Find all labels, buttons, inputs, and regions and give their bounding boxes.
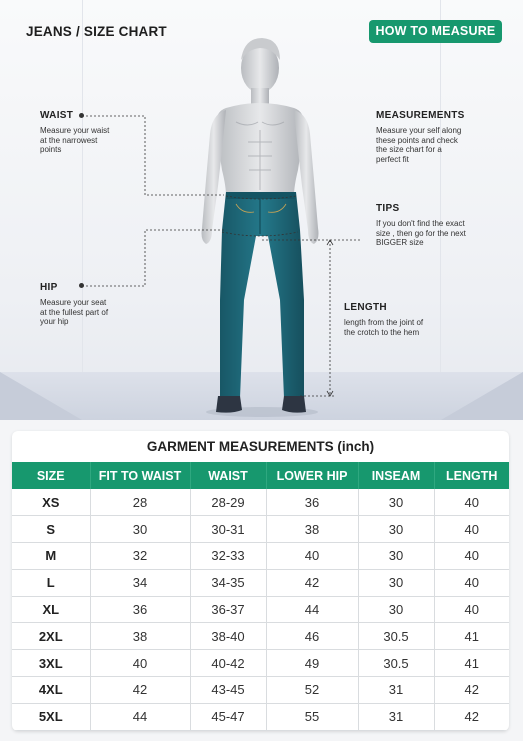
tips-text-2: size , then go for the next <box>376 228 466 238</box>
value-cell: 52 <box>266 677 358 704</box>
tips-text-3: BIGGER size <box>376 238 424 247</box>
jeans <box>220 192 304 398</box>
value-cell: 45-47 <box>190 703 266 730</box>
value-cell: 36-37 <box>190 596 266 623</box>
shoe-left <box>216 396 242 413</box>
value-cell: 38-40 <box>190 623 266 650</box>
value-cell: 34 <box>90 569 190 596</box>
length-text-2: the crotch to the hem <box>344 327 420 337</box>
value-cell: 40 <box>434 489 509 516</box>
waist-label: WAIST <box>40 110 74 121</box>
waist-text-1: Measure your waist <box>40 126 110 135</box>
table-row <box>12 650 509 677</box>
table-row <box>12 596 509 623</box>
value-cell: 36 <box>90 596 190 623</box>
value-cell: 42 <box>90 677 190 704</box>
value-cell: 30 <box>90 516 190 543</box>
hip-dot <box>79 283 84 288</box>
hip-label: HIP <box>40 282 58 293</box>
measurements-text-3: the size chart for a <box>376 145 442 154</box>
value-cell: 28 <box>90 489 190 516</box>
waist-dot <box>79 113 84 118</box>
value-cell: 38 <box>90 623 190 650</box>
value-cell: 34-35 <box>190 569 266 596</box>
size-cell: 3XL <box>12 650 90 677</box>
hip-text-3: your hip <box>40 317 69 326</box>
value-cell: 36 <box>266 489 358 516</box>
value-cell: 40 <box>266 543 358 570</box>
table-body <box>12 489 509 730</box>
value-cell: 32-33 <box>190 543 266 570</box>
table-row <box>12 703 509 730</box>
table-row <box>12 489 509 516</box>
measurements-label: MEASUREMENTS <box>376 110 465 121</box>
size-cell: 2XL <box>12 623 90 650</box>
value-cell: 30-31 <box>190 516 266 543</box>
table-row <box>12 569 509 596</box>
value-cell: 40 <box>434 543 509 570</box>
value-cell: 40 <box>90 650 190 677</box>
header-size: SIZE <box>12 462 90 489</box>
hip-text-2: at the fullest part of <box>40 307 109 317</box>
length-text-1: length from the joint of <box>344 318 424 327</box>
measurements-text-4: perfect fit <box>376 154 409 164</box>
measurements-text-2: these points and check <box>376 135 458 145</box>
header-fit-to-waist: FIT TO WAIST <box>90 462 190 489</box>
value-cell: 30 <box>358 489 434 516</box>
size-cell: S <box>12 516 90 543</box>
table-row <box>12 677 509 704</box>
tips-label: TIPS <box>376 203 400 214</box>
value-cell: 38 <box>266 516 358 543</box>
value-cell: 30 <box>358 569 434 596</box>
header-inseam: INSEAM <box>358 462 434 489</box>
hip-text-1: Measure your seat <box>40 298 107 307</box>
header-waist: WAIST <box>190 462 266 489</box>
waist-text-2: at the narrowest <box>40 135 98 145</box>
measurements-text-1: Measure your self along <box>376 126 462 135</box>
value-cell: 40 <box>434 596 509 623</box>
value-cell: 44 <box>90 703 190 730</box>
header-length: LENGTH <box>434 462 509 489</box>
value-cell: 30 <box>358 596 434 623</box>
how-to-measure-button[interactable]: HOW TO MEASURE <box>369 20 502 43</box>
value-cell: 30 <box>358 543 434 570</box>
value-cell: 44 <box>266 596 358 623</box>
value-cell: 30 <box>358 516 434 543</box>
value-cell: 31 <box>358 677 434 704</box>
value-cell: 40-42 <box>190 650 266 677</box>
shoe-right <box>282 396 306 413</box>
value-cell: 31 <box>358 703 434 730</box>
value-cell: 42 <box>266 569 358 596</box>
value-cell: 41 <box>434 623 509 650</box>
value-cell: 40 <box>434 516 509 543</box>
value-cell: 46 <box>266 623 358 650</box>
jeans-waistband <box>226 192 296 199</box>
value-cell: 40 <box>434 569 509 596</box>
value-cell: 30.5 <box>358 650 434 677</box>
value-cell: 42 <box>434 703 509 730</box>
value-cell: 55 <box>266 703 358 730</box>
length-label: LENGTH <box>344 302 387 313</box>
waist-text-3: points <box>40 145 62 154</box>
table-row <box>12 516 509 543</box>
table-title: GARMENT MEASUREMENTS (inch) <box>146 439 375 454</box>
value-cell: 43-45 <box>190 677 266 704</box>
value-cell: 42 <box>434 677 509 704</box>
size-cell: L <box>12 569 90 596</box>
measurement-table-card <box>12 431 509 731</box>
value-cell: 30.5 <box>358 623 434 650</box>
table-row <box>12 623 509 650</box>
value-cell: 49 <box>266 650 358 677</box>
value-cell: 41 <box>434 650 509 677</box>
tips-text-1: If you don't find the exact <box>376 219 465 228</box>
page-title: JEANS / SIZE CHART <box>26 24 167 39</box>
size-cell: 4XL <box>12 677 90 704</box>
value-cell: 32 <box>90 543 190 570</box>
size-cell: XL <box>12 596 90 623</box>
size-cell: XS <box>12 489 90 516</box>
size-cell: M <box>12 543 90 570</box>
header-lower-hip: LOWER HIP <box>266 462 358 489</box>
table-header-row <box>12 462 509 489</box>
table-row <box>12 543 509 570</box>
size-table <box>12 462 509 731</box>
value-cell: 28-29 <box>190 489 266 516</box>
mannequin-arm-left <box>202 110 227 244</box>
size-cell: 5XL <box>12 703 90 730</box>
